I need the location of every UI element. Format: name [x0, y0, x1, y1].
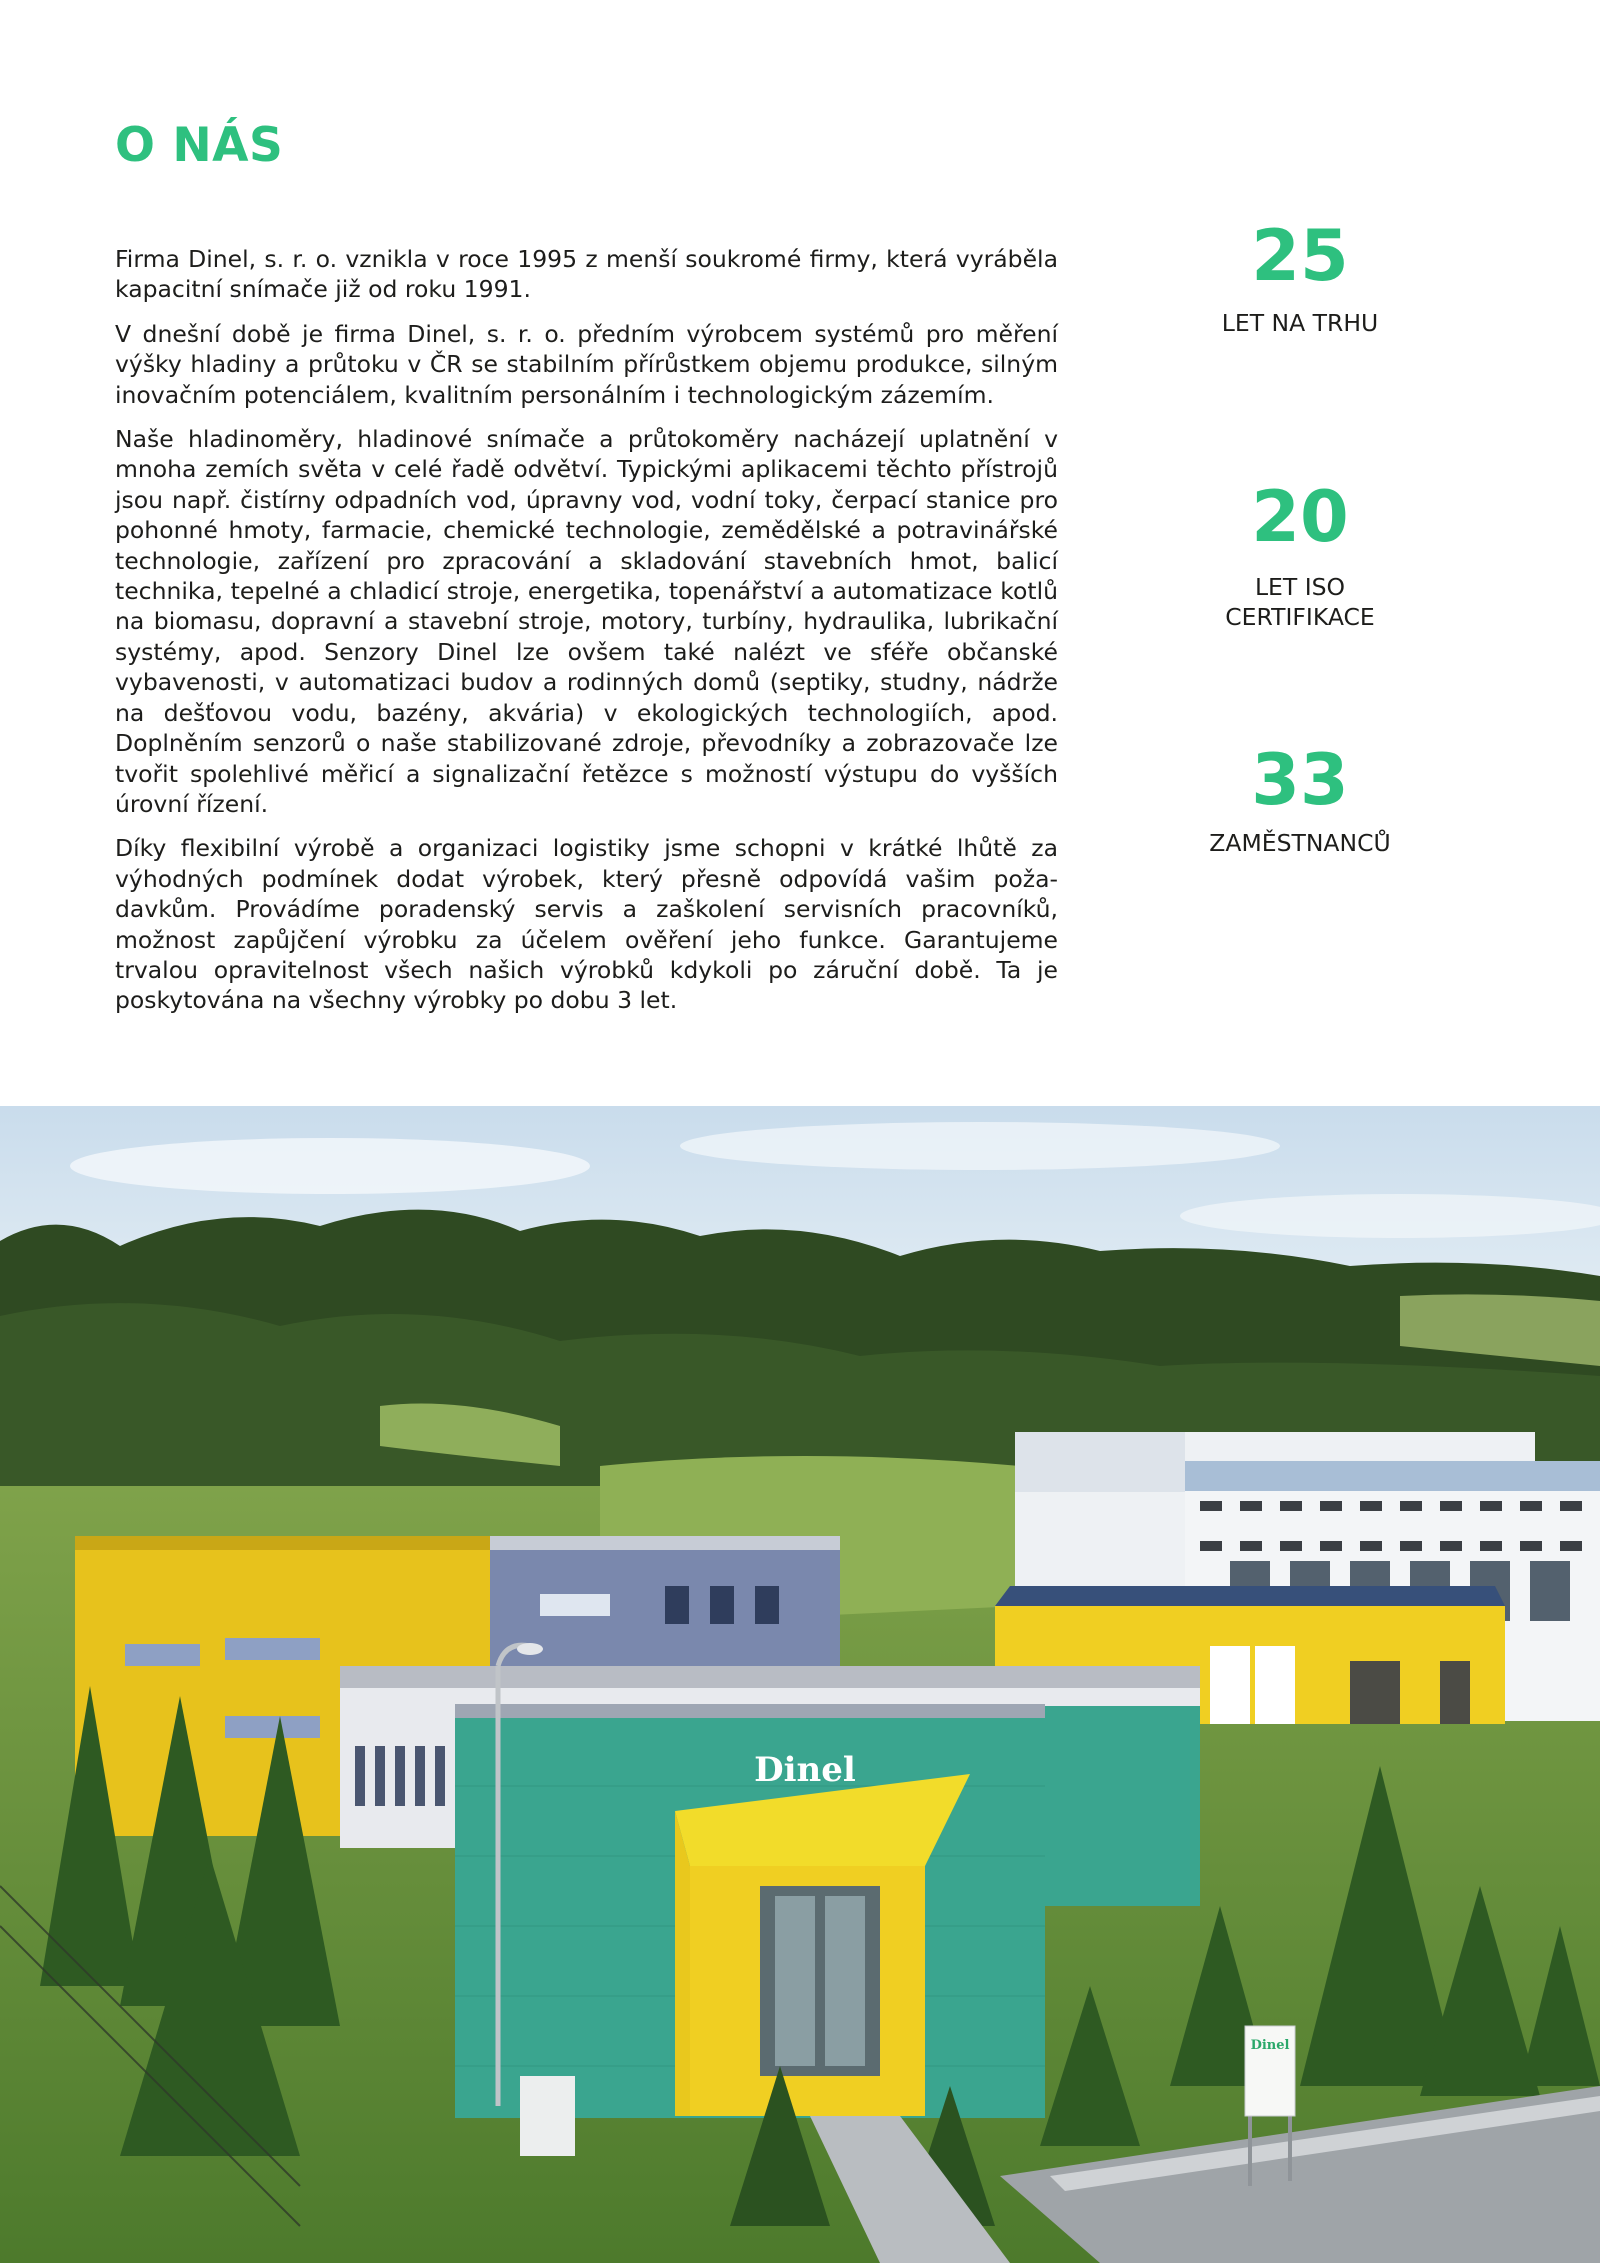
- stat-iso-certification: [1150, 476, 1450, 632]
- roadside-sign-text: Dinel: [1250, 2038, 1290, 2053]
- utility-box: [520, 2076, 575, 2156]
- stat-employees: [1150, 739, 1450, 858]
- page-title: O NÁS: [115, 118, 284, 173]
- stat-number: 25: [1251, 215, 1349, 297]
- dinel-headquarters: [455, 1704, 1045, 2118]
- paragraph-4: Díky flexibilní výrobě a organizaci logistiky jsme schopni v krátké lhůtě za výhodných podmínek dodat výrobek, který přesně odpovídá vašim požadavkům. Provádíme poradenský servis a zaškolení servisních pracovníků, možnost zapůjčení výrobku za účelem ověření jeho funkce. Garantujeme trvalou opravitelnost všech našich výrobků kdykoli po záruční době. Ta je poskytována na všechny výrobky po dobu 3 let.: [115, 834, 1058, 1015]
- stat-label-line-2: CERTIFIKACE: [1225, 603, 1375, 631]
- stat-label-line-1: LET ISO: [1254, 573, 1346, 601]
- stat-label: ZAMĚSTNANCŮ: [1209, 829, 1391, 857]
- paragraph-1: Firma Dinel, s. r. o. vznikla v roce 1995 z menší soukromé firmy, která vyráběla kapacitní snímače již od roku 1991.: [115, 245, 1058, 304]
- paragraph-3: Naše hladinoměry, hladinové snímače a průtokoměry nacházejí uplatnění v mnoha zemích světa v celé řadě odvětví. Typickými aplikacemi těchto přístrojů jsou např. čistírny odpadních vod, úpravny vod, vodní toky, čerpací stanice pro pohonné hmoty, farmacie, chemické technologie, zemědělské a potravinářské technologie, zařízení pro zpracování a skladování stavebních hmot, balicí technika, tepelné a chladicí stroje, energetika, topenářství a automatizace kotlů na biomasu, dopravní a stavební stroje, motory, turbíny, hydraulika, lubrikační systémy, apod. Senzory Dinel lze ovšem také nalézt ve sféře občanské vybavenosti, v automatizaci budov a rodinných domů (septiky, studny, nádrže na dešťovou vodu, bazény, akvária) v ekologických technologiích, apod. Doplněním senzorů o naše stabilizované zdroje, převodníky a zobrazovače lze tvořit spolehlivé měřicí a signalizační řetězce s možností výstupu do vyšších úrovní řízení.: [115, 425, 1058, 818]
- company-building-photo: [0, 1106, 1600, 2263]
- stat-years-on-market: [1150, 215, 1450, 338]
- stat-label: LET NA TRHU: [1221, 309, 1379, 337]
- about-text: [115, 244, 1058, 1030]
- stat-number: 33: [1251, 739, 1349, 821]
- paragraph-2: V dnešní době je firma Dinel, s. r. o. předním výrobcem systémů pro měření výšky hladiny a průtoku v ČR se stabilním přírůstkem objemu produkce, silným inovačním potenciálem, kvalitním personálním i technologickým zázemím.: [115, 319, 1058, 409]
- stat-number: 20: [1251, 476, 1349, 558]
- building-sign-text: Dinel: [754, 1750, 856, 1790]
